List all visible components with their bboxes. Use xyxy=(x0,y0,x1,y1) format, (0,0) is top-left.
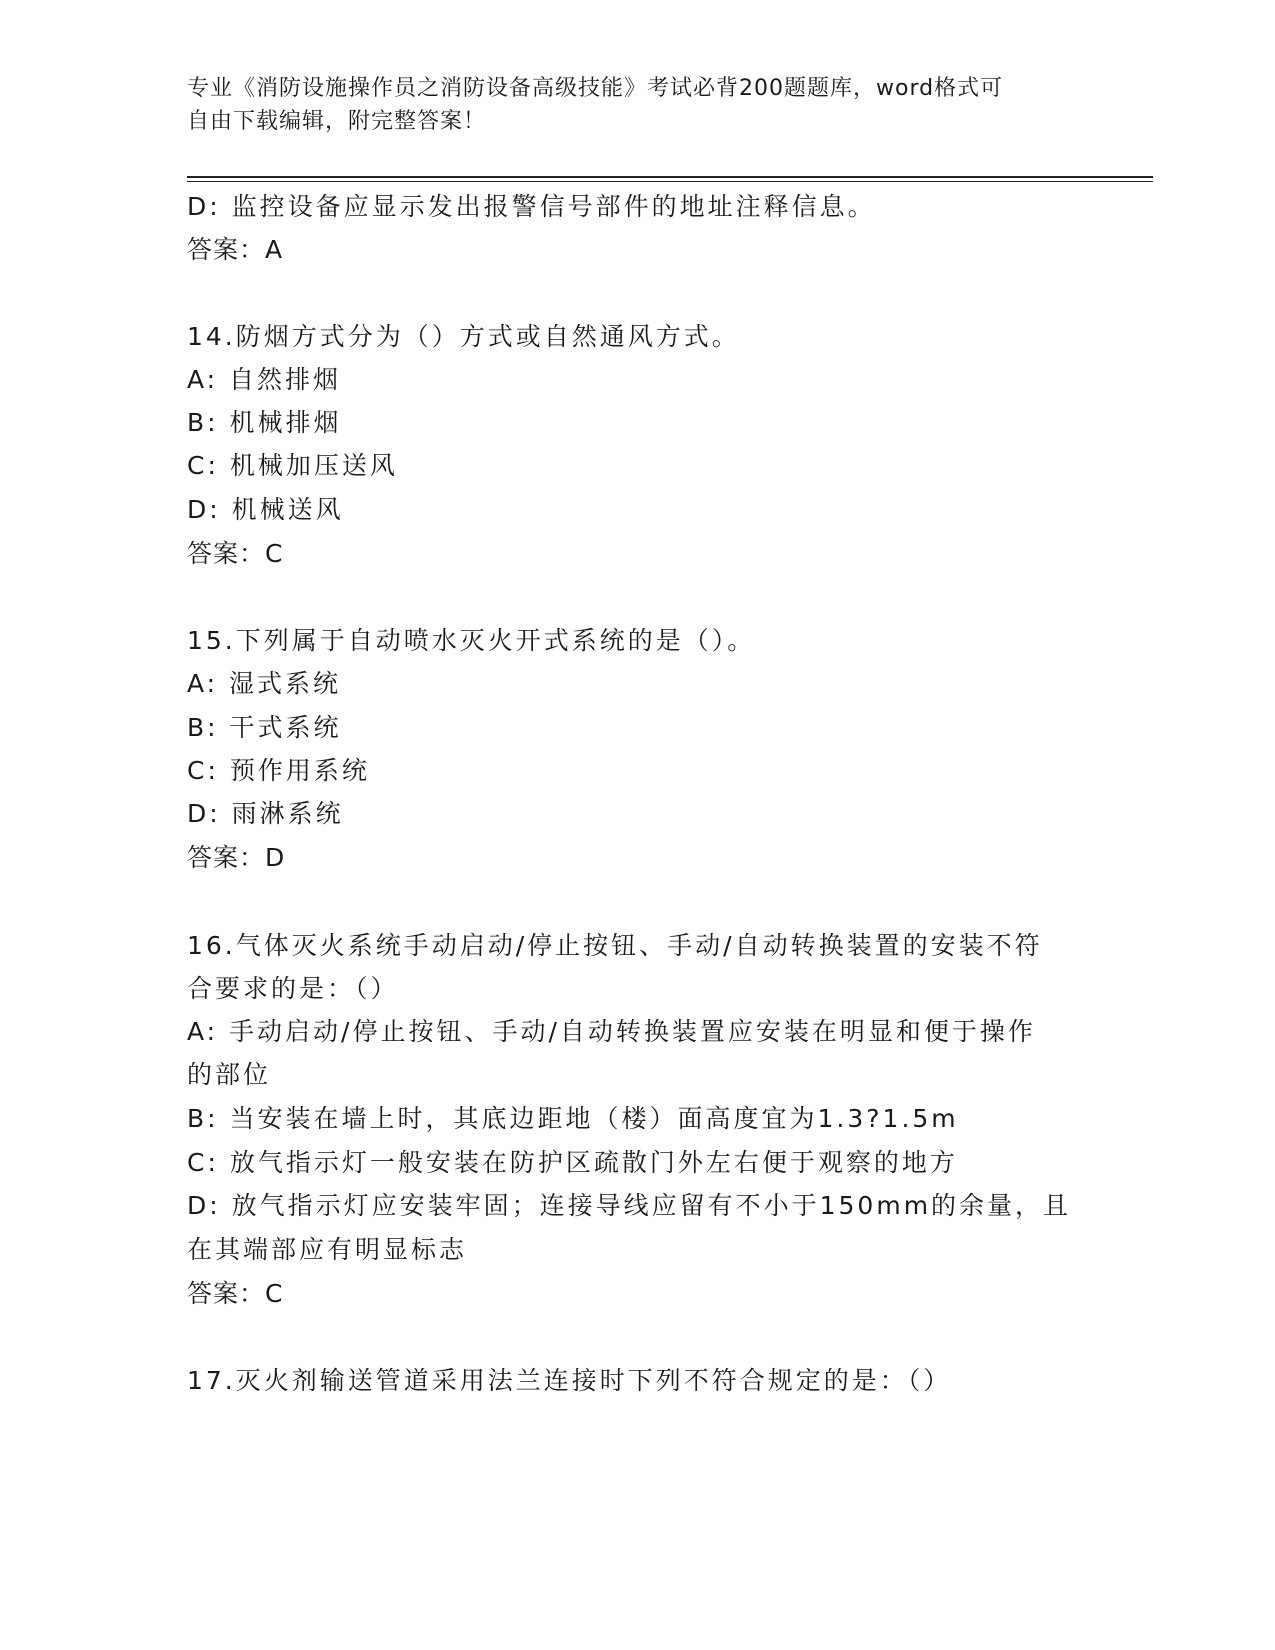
q15-question: 15.下列属于自动喷水灭火开式系统的是（）。 xyxy=(187,626,756,655)
q14-option-a: A: 自然排烟 xyxy=(187,365,342,394)
header-divider-thin xyxy=(187,181,1153,182)
q13-answer: 答案：A xyxy=(187,235,284,264)
q13-option-d: D: 监控设备应显示发出报警信号部件的地址注释信息。 xyxy=(187,192,876,221)
q14-option-b: B: 机械排烟 xyxy=(187,408,342,437)
q16-question-line-2: 合要求的是：（） xyxy=(187,974,399,1003)
q15-option-a: A: 湿式系统 xyxy=(187,669,342,698)
q15-option-b: B: 干式系统 xyxy=(187,713,342,742)
header-line-2: 自由下载编辑，附完整答案！ xyxy=(187,109,487,134)
q15-option-d: D: 雨淋系统 xyxy=(187,799,344,828)
q16-question-line-1: 16.气体灭火系统手动启动/停止按钮、手动/自动转换装置的安装不符 xyxy=(187,931,1043,960)
q14-question: 14.防烟方式分为（）方式或自然通风方式。 xyxy=(187,322,740,351)
q16-answer: 答案：C xyxy=(187,1279,284,1308)
q16-option-a-line-2: 的部位 xyxy=(187,1060,272,1089)
q16-option-c: C: 放气指示灯一般安装在防护区疏散门外左右便于观察的地方 xyxy=(187,1148,958,1177)
q16-option-d-line-2: 在其端部应有明显标志 xyxy=(187,1235,468,1264)
q15-option-c: C: 预作用系统 xyxy=(187,756,370,785)
header-divider-thick xyxy=(187,176,1153,178)
header-line-1: 专业《消防设施操作员之消防设备高级技能》考试必背200题题库，word格式可 xyxy=(187,76,1004,101)
q14-answer: 答案：C xyxy=(187,539,284,568)
q16-option-b: B: 当安装在墙上时，其底边距地（楼）面高度宜为1.3?1.5m xyxy=(187,1104,959,1133)
page-header xyxy=(187,72,1087,138)
q16-option-a-line-1: A: 手动启动/停止按钮、手动/自动转换装置应安装在明显和便于操作 xyxy=(187,1017,1036,1046)
q14-option-d: D: 机械送风 xyxy=(187,495,344,524)
q16-option-d-line-1: D: 放气指示灯应安装牢固；连接导线应留有不小于150mm的余量，且 xyxy=(187,1191,1072,1220)
q15-answer: 答案：D xyxy=(187,843,286,872)
q14-option-c: C: 机械加压送风 xyxy=(187,451,398,480)
q17-question: 17.灭火剂输送管道采用法兰连接时下列不符合规定的是：（） xyxy=(187,1366,952,1395)
